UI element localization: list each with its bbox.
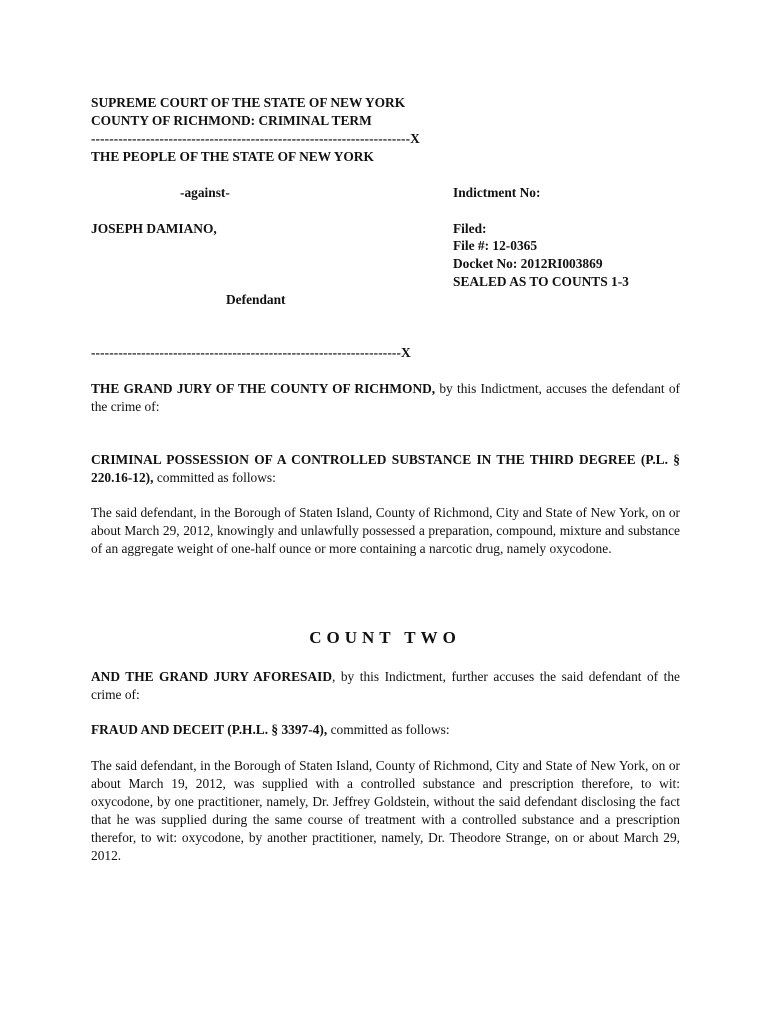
count-one-intro-bold: THE GRAND JURY OF THE COUNTY OF RICHMOND, <box>91 381 436 396</box>
defendant-role: Defendant <box>226 292 286 307</box>
count-two-charge-bold: FRAUD AND DECEIT (P.H.L. § 3397-4), <box>91 722 328 737</box>
count-one-intro <box>91 380 680 416</box>
defendant-name: JOSEPH DAMIANO, <box>91 221 217 236</box>
count-two-charge <box>91 721 680 739</box>
court-name: SUPREME COURT OF THE STATE OF NEW YORK <box>91 95 406 110</box>
sealed-notice: SEALED AS TO COUNTS 1-3 <box>453 274 629 289</box>
count-one-intro-text: by this Indictment, accuses the defendant of the crime of: <box>91 381 680 414</box>
count-one-charge-bold: CRIMINAL POSSESSION OF A CONTROLLED SUBSTANCE IN THE THIRD DEGREE (P.L. § 220.16-12), <box>91 452 680 485</box>
count-two-intro-bold: AND THE GRAND JURY AFORESAID <box>91 669 333 684</box>
caption-divider-top: ----------------------------------------------------------------------X <box>91 131 420 146</box>
count-two-intro-text: , by this Indictment, further accuses the said defendant of the crime of: <box>91 669 680 702</box>
caption-divider-bottom: --------------------------------------------------------------------X <box>91 345 411 360</box>
count-one-body: The said defendant, in the Borough of Staten Island, County of Richmond, City and State of New York, on or about March 29, 2012, knowingly and unlawfully possessed a preparation, compound, mixture and substance of an aggregate weight of one-half ounce or more containing a narcotic drug, namely oxycodone. <box>91 505 680 556</box>
count-one-charge-text: committed as follows: <box>153 470 276 485</box>
indictment-no-label: Indictment No: <box>453 185 541 200</box>
filed-label: Filed: <box>453 221 487 236</box>
count-two-heading: COUNT TWO <box>309 628 461 647</box>
count-two-body: The said defendant, in the Borough of Staten Island, County of Richmond, City and State of New York, on or about March 19, 2012, was supplied with a controlled substance and prescription therefore, to wit: oxycodone, by one practitioner, namely, Dr. Jeffrey Goldstein, without the said defendant disclosing the fact that he was supplied during the same course of treatment with a controlled substance and a prescription therefor, to wit: oxycodone, by another practitioner, namely, Dr. Theodore Strange, on or about March 29, 2012. <box>91 758 680 863</box>
county-term: COUNTY OF RICHMOND: CRIMINAL TERM <box>91 113 372 128</box>
count-one-charge <box>91 451 680 487</box>
file-number: File #: 12-0365 <box>453 238 538 253</box>
people-of-state: THE PEOPLE OF THE STATE OF NEW YORK <box>91 149 374 164</box>
count-two-charge-text: committed as follows: <box>327 722 450 737</box>
against-label: -against- <box>180 185 230 200</box>
docket-number: Docket No: 2012RI003869 <box>453 256 603 271</box>
count-two-intro <box>91 668 680 704</box>
